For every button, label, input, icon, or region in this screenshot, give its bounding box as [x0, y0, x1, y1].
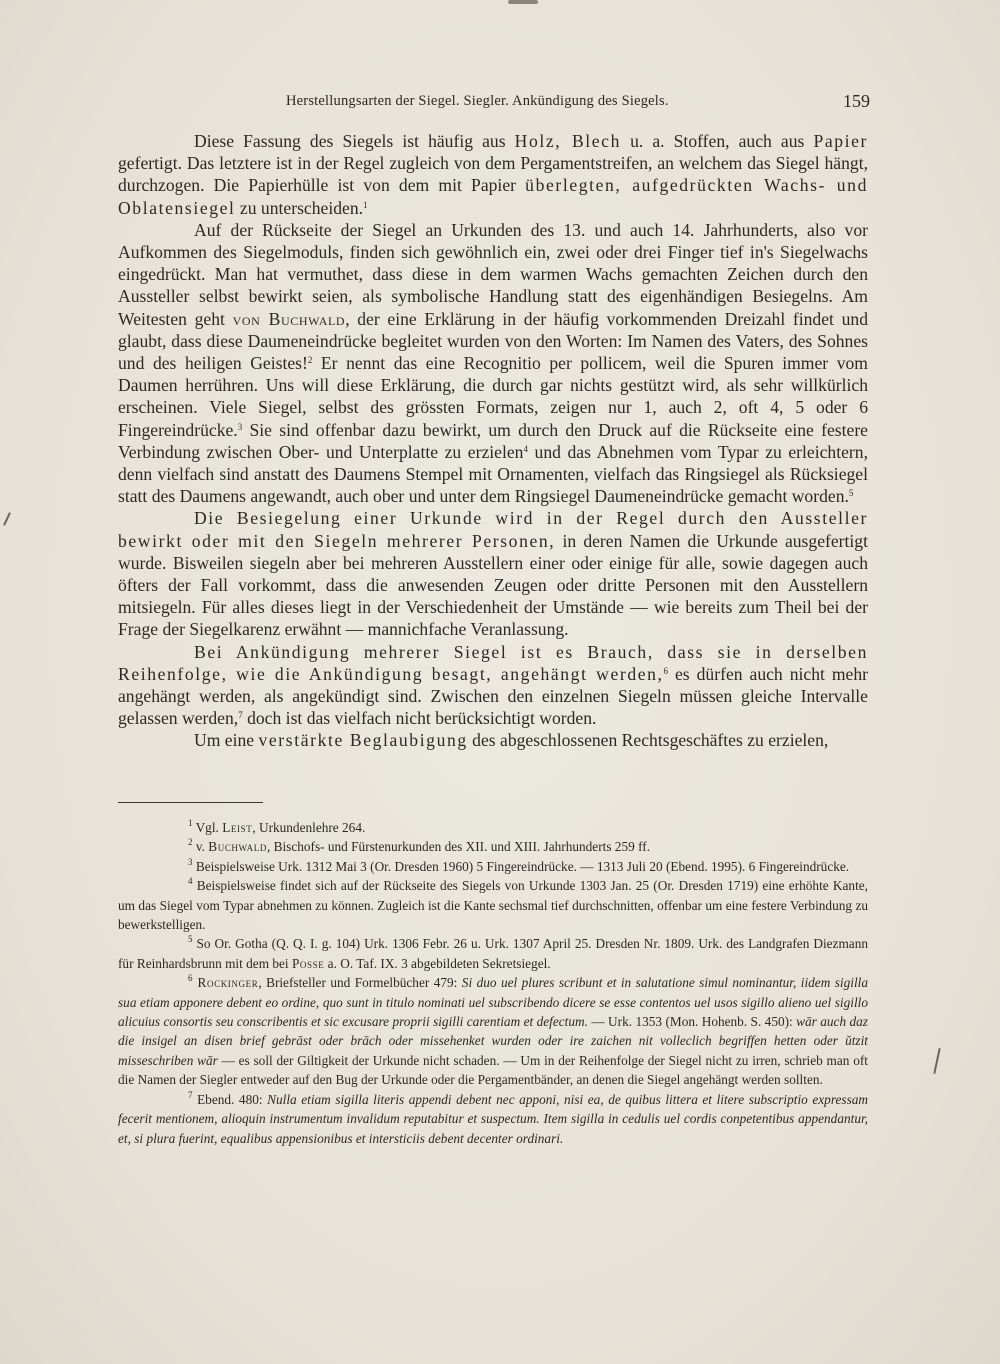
paragraph-5: Um eine verstärkte Beglaubigung des abgeschlossenen Rechtsgeschäftes zu erzielen, — [194, 730, 829, 751]
spaced-emphasis: Papier — [813, 131, 868, 151]
footnote-ref: 4 — [523, 443, 528, 454]
scan-mark — [508, 0, 538, 4]
paragraph-4: Bei Ankündigung mehrerer Siegel ist es Brauch, dass sie in derselben Reihenfolge, wie die Ankündigung besagt, angehängt werden,$^6$ es dürfen auch nicht mehr angehängt werden, als angekündigt sind. Zwischen den einzelnen Siegeln müssen gleiche Intervalle gelassen werden,$^7$ doch ist das vielfach nicht berücksichtigt worden. — [118, 641, 868, 729]
margin-pencil-mark — [933, 1048, 940, 1074]
paragraph-2: Auf der Rückseite der Siegel an Urkunden des 13. und auch 14. Jahrhunderts, also vor Aufkommen des Siegelmoduls, finden sich gewöhnlich ein, zwei oder drei Finger tief in's Siegelwachs eingedrückt. Man hat vermuthet, dass diese in dem warmen Wachs gemachten Zeichen durch den Aussteller selbst bewirkt seien, als symbolische Handlung statt des eigenhändigen Besiegelns. Am Weitesten geht von Buchwald, der eine Erklärung in der häufig vorkommenden Dreizahl findet und glaubt, dass diese Daumeneindrücke begleitet wurden von den Worten: Im Namen des Vaters, des Sohnes und des heiligen Geistes!$^2$ Er nennt das eine Recognitio per pollicem, weil die Spuren immer vom Daumen herrühren. Uns will diese Erklärung, die durch gar nichts gestützt wird, als sehr willkürlich erscheinen. Viele Siegel, selbst des grössten Formats, zeigen nur 1, auch 2, oft 4, 5 oder 6 Fingereindrücke.$^3$ Sie sind offenbar dazu bewirkt, um durch den Druck auf die Rückseite eine festere Verbindung zwischen Ober- und Unterplatte zu erzielen$^4$ und das Abnehmen vom Typar zu erleichtern, denn vielfach sind anstatt des Daumens Stempel mit Ornamenten, vielfach das Ringsiegel als Rücksiegel statt des Daumens angewandt, auch ober und unter dem Ringsiegel Daumeneindrücke gemacht worden.$^5$ — [118, 219, 868, 507]
footnote-ref: 7 — [238, 710, 243, 721]
spaced-emphasis: Die Besiegelung einer Urkunde wird in der Regel durch den Aussteller bewirkt oder mit den Siegeln mehrerer Personen, — [118, 508, 868, 551]
footnotes — [118, 818, 868, 1148]
footnote-ref: 1 — [363, 199, 368, 210]
footnote-6: $^6$ Rockinger, Briefsteller und Formelbücher 479: Si duo uel plures scribunt et in salutatione simul nominantur, iidem sigilla sua etiam apponere debent eo ordine, quo sunt in titulo nominati uel subscribendo dicere se esse contentos uel usos sigillo alieno uel sigillo alicuius consortis seu conscribentis et sic excusare proprii sigilli carentiam et defectum. — Urk. 1353 (Mon. Hohenb. S. 450): wār auch daz die insigel an disen brief gebrāst oder brāch oder missehenket wurden oder ire zaichen nit volleclich begriffen hetten oder ŭtzit misseschriben wār — es soll der Giltigkeit der Urkunde nicht schaden. — Um in der Reihenfolge der Siegel nicht zu irren, schrieb man oft die Namen der Siegler entweder auf den Bug der Urkunde oder die Pergamentbänder, an denen die Siegel angehängt werden sollten. — [118, 973, 868, 1088]
running-head: Herstellungsarten der Siegel. Siegler. Ankündigung des Siegels. — [286, 93, 669, 109]
main-text — [118, 130, 868, 752]
author-name: von Buchwald — [232, 308, 346, 329]
footnote-7: $^7$ Ebend. 480: Nulla etiam sigilla literis appendi debent nec apponi, nisi ea, de quibus littera et litere subscriptio expressam fecerit mentionem, alioquin instrumentum invalidum reputabitur et suspectum. Item sigilla in cedulis uel cordis conpetentibus appendantur, et, si plura fuerint, equalibus appensionibus et intersticiis debent decenter ordinari. — [118, 1089, 868, 1146]
footnote-3: $^3$ Beispielsweise Urk. 1312 Mai 3 (Or. Dresden 1960) 5 Fingereindrücke. — 1313 Juli 20 (Ebend. 1995). 6 Fingereindrücke. — [188, 856, 850, 874]
footnote-5: $^5$ So Or. Gotha (Q. Q. I. g. 104) Urk. 1306 Febr. 26 u. Urk. 1307 April 25. Dresden Nr. 1809. Urk. des Landgrafen Diezmann für Reinhardsbrunn mit dem bei Posse a. O. Taf. IX. 3 abgebildeten Sekretsiegel. — [118, 934, 868, 971]
spaced-emphasis: Holz, Blech — [514, 131, 621, 151]
spaced-emphasis: überlegten, aufgedrückten Wachs- und Oblatensiegel — [118, 175, 868, 218]
footnote-ref: 3 — [237, 421, 243, 432]
spaced-emphasis: verstärkte Beglaubigung — [258, 730, 468, 751]
footnote-2: $^2$ v. Buchwald, Bischofs- und Fürstenurkunden des XII. und XIII. Jahrhunderts 259 ff. — [188, 837, 651, 855]
footnote-4: $^4$ Beispielsweise findet sich auf der Rückseite des Siegels von Urkunde 1303 Jan. 25 (Or. Dresden 1719) eine erhöhte Kante, um das Siegel vom Typar abnehmen zu können. Zugleich ist die Kante sechsmal tief durchschnitten, offenbar um eine festere Verbindung zu bewerkstelligen. — [118, 876, 868, 933]
page-number: 159 — [843, 91, 870, 111]
paragraph-1: Diese Fassung des Siegels ist häufig aus Holz, Blech u. a. Stoffen, auch aus Papier gefertigt. Das letztere ist in der Regel zugleich von dem Pergamentstreifen, an welchem das Siegel hängt, durchzogen. Die Papierhülle ist von dem mit Papier überlegten, aufgedrückten Wachs- und Oblatensiegel zu unterscheiden.$^1$ — [118, 131, 868, 218]
footnote-rule — [118, 802, 263, 803]
footnote-ref: 2 — [307, 355, 313, 366]
footnote-1: $^1$ Vgl. Leist, Urkundenlehre 264. — [188, 818, 366, 835]
spaced-emphasis: Bei Ankündigung mehrerer Siegel ist es Brauch, dass sie in derselben Reihenfolge, wie die Ankündigung besagt, angehängt werden, — [118, 641, 868, 684]
footnote-ref: 6 — [663, 665, 669, 676]
footnote-ref: 5 — [848, 488, 854, 499]
margin-pencil-mark — [3, 512, 11, 526]
paragraph-3: Die Besiegelung einer Urkunde wird in der Regel durch den Aussteller bewirkt oder mit den Siegeln mehrerer Personen, in deren Namen die Urkunde ausgefertigt wurde. Bisweilen siegeln aber bei mehreren Ausstellern einer oder einige für alle, sowie dagegen auch öfters der Fall vorkommt, dass die anwesenden Zeugen oder dritte Personen mit den Ausstellern mitsiegeln. Für alles dieses liegt in der Verschiedenheit der Umstände — wie bereits zum Theil bei der Frage der Siegelkarenz erwähnt — mannichfache Veranlassung. — [118, 508, 868, 640]
